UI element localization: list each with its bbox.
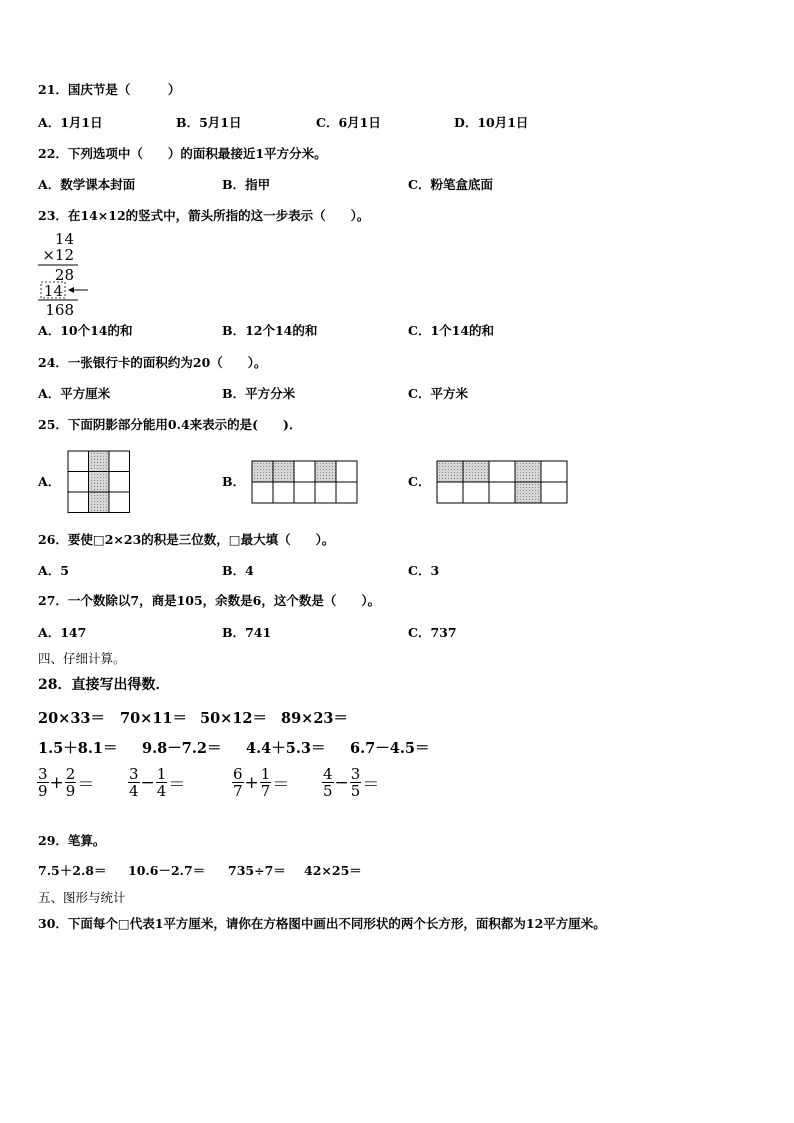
shaded-cell: [273, 461, 294, 482]
q28-item-1-1: 20×33＝: [38, 710, 106, 727]
grid-cell: [541, 461, 567, 482]
q24-option-a[interactable]: A．平方厘米: [38, 386, 111, 401]
grid-cell: [68, 492, 89, 513]
q25-label-a[interactable]: A．: [38, 474, 61, 489]
fraction: $\frac{1}{4}$: [156, 765, 167, 800]
q21-stem: 21．国庆节是（ ）: [38, 82, 181, 97]
q23-option-c[interactable]: C．1个14的和: [408, 323, 495, 338]
q25-stem: 25．下面阴影部分能用0.4来表示的是( )．: [38, 417, 302, 432]
shaded-cell: [437, 461, 463, 482]
fraction: $\frac{3}{5}$: [350, 765, 361, 800]
q24-stem: 24．一张银行卡的面积约为20（ ）。: [38, 355, 267, 370]
q28-item-2-2: 9.8－7.2＝: [142, 740, 222, 757]
q24-option-b[interactable]: B．平方分米: [222, 386, 296, 401]
vertical-multiplication: [32, 228, 102, 320]
q21-option-a[interactable]: A．1月1日: [38, 115, 103, 130]
q27-stem: 27．一个数除以7，商是105，余数是6，这个数是（ ）。: [38, 593, 381, 608]
fraction: $\frac{1}{7}$: [260, 765, 271, 800]
q25-grid-b[interactable]: [251, 460, 359, 504]
q23-option-b[interactable]: B．12个14的和: [222, 323, 318, 338]
product-result: 168: [45, 301, 74, 319]
q29-item-3: 735÷7＝: [228, 863, 286, 878]
q26-option-a[interactable]: A．5: [38, 563, 69, 578]
q28-item-2-3: 4.4＋5.3＝: [246, 740, 326, 757]
q22-option-a[interactable]: A．数学课本封面: [38, 177, 136, 192]
minus-sign: −: [334, 772, 349, 793]
q23-option-a[interactable]: A．10个14的和: [38, 323, 133, 338]
equals-sign: ＝: [168, 775, 186, 795]
partial-product-2: 14: [43, 282, 63, 300]
q27-option-a[interactable]: A．147: [38, 625, 87, 640]
section-5-heading: 五、图形与统计: [38, 890, 126, 905]
grid-cell: [294, 482, 315, 503]
grid-cell: [437, 482, 463, 503]
section-4-heading: 四、仔细计算。: [38, 651, 126, 666]
q21-option-b[interactable]: B．5月1日: [176, 115, 242, 130]
q29-item-4: 42×25＝: [304, 863, 362, 878]
shaded-cell: [89, 472, 110, 493]
q28-item-1-4: 89×23＝: [281, 710, 349, 727]
shaded-cell: [515, 482, 541, 503]
q27-option-c[interactable]: C．737: [408, 625, 457, 640]
grid-cell: [336, 482, 357, 503]
grid-cell: [294, 461, 315, 482]
q28-fraction-item-1: [37, 766, 95, 799]
fraction: $\frac{3}{9}$: [38, 765, 48, 800]
shaded-cell: [315, 461, 336, 482]
q25-label-b[interactable]: B．: [222, 474, 246, 489]
grid-cell: [463, 482, 489, 503]
grid-cell: [273, 482, 294, 503]
plus-sign: +: [49, 772, 64, 793]
fraction: $\frac{6}{7}$: [233, 765, 243, 800]
grid-cell: [109, 492, 130, 513]
grid-cell: [68, 451, 89, 472]
q28-fraction-item-4: [322, 766, 380, 799]
grid-cell: [336, 461, 357, 482]
fraction: $\frac{3}{4}$: [129, 765, 139, 800]
grid-cell: [315, 482, 336, 503]
grid-cell: [68, 472, 89, 493]
q25-grid-c[interactable]: [436, 460, 568, 504]
q23-stem: 23．在14×12的竖式中，箭头所指的这一步表示（ ）。: [38, 208, 370, 223]
q22-option-c[interactable]: C．粉笔盒底面: [408, 177, 493, 192]
q28-fraction-item-3: [232, 766, 290, 799]
grid-cell: [489, 461, 515, 482]
plus-sign: +: [244, 772, 259, 793]
q28-item-1-3: 50×12＝: [200, 710, 268, 727]
q25-label-c[interactable]: C．: [408, 474, 431, 489]
q28-item-1-2: 70×11＝: [120, 710, 188, 727]
fraction: $\frac{2}{9}$: [65, 765, 76, 800]
arrow-head-icon: [68, 287, 74, 293]
q26-option-b[interactable]: B．4: [222, 563, 254, 578]
q21-option-c[interactable]: C．6月1日: [316, 115, 381, 130]
partial-product-1: 28: [54, 266, 74, 284]
q29-item-1: 7.5＋2.8＝: [38, 863, 107, 878]
shaded-cell: [252, 461, 273, 482]
grid-cell: [109, 451, 130, 472]
equals-sign: ＝: [272, 775, 290, 795]
q30-stem: 30．下面每个□代表1平方厘米，请你在方格图中画出不同形状的两个长方形，面积都为12平方厘米。: [38, 916, 606, 931]
q28-item-2-4: 6.7－4.5＝: [350, 740, 430, 757]
q25-grid-a[interactable]: [67, 450, 131, 514]
multiplicand: 14: [54, 230, 74, 248]
grid-cell: [489, 482, 515, 503]
q22-stem: 22．下列选项中（ ）的面积最接近1平方分米。: [38, 146, 327, 161]
shaded-cell: [515, 461, 541, 482]
q29-stem: 29．笔算。: [38, 833, 106, 848]
q28-item-2-1: 1.5＋8.1＝: [38, 740, 118, 757]
fraction: $\frac{4}{5}$: [323, 765, 333, 800]
grid-cell: [541, 482, 567, 503]
grid-cell: [109, 472, 130, 493]
q28-fraction-item-2: [128, 766, 186, 799]
q26-option-c[interactable]: C．3: [408, 563, 440, 578]
equals-sign: ＝: [362, 775, 380, 795]
q29-item-2: 10.6－2.7＝: [128, 863, 206, 878]
shaded-cell: [89, 492, 110, 513]
minus-sign: −: [140, 772, 155, 793]
grid-cell: [252, 482, 273, 503]
q26-stem: 26．要使□2×23的积是三位数，□最大填（ ）。: [38, 532, 335, 547]
q24-option-c[interactable]: C．平方米: [408, 386, 468, 401]
q21-option-d[interactable]: D．10月1日: [454, 115, 529, 130]
equals-sign: ＝: [77, 775, 95, 795]
multiplier: ×12: [42, 246, 74, 264]
shaded-cell: [89, 451, 110, 472]
q22-option-b[interactable]: B．指甲: [222, 177, 271, 192]
q27-option-b[interactable]: B．741: [222, 625, 272, 640]
shaded-cell: [463, 461, 489, 482]
q28-stem: 28．直接写出得数．: [38, 677, 170, 693]
